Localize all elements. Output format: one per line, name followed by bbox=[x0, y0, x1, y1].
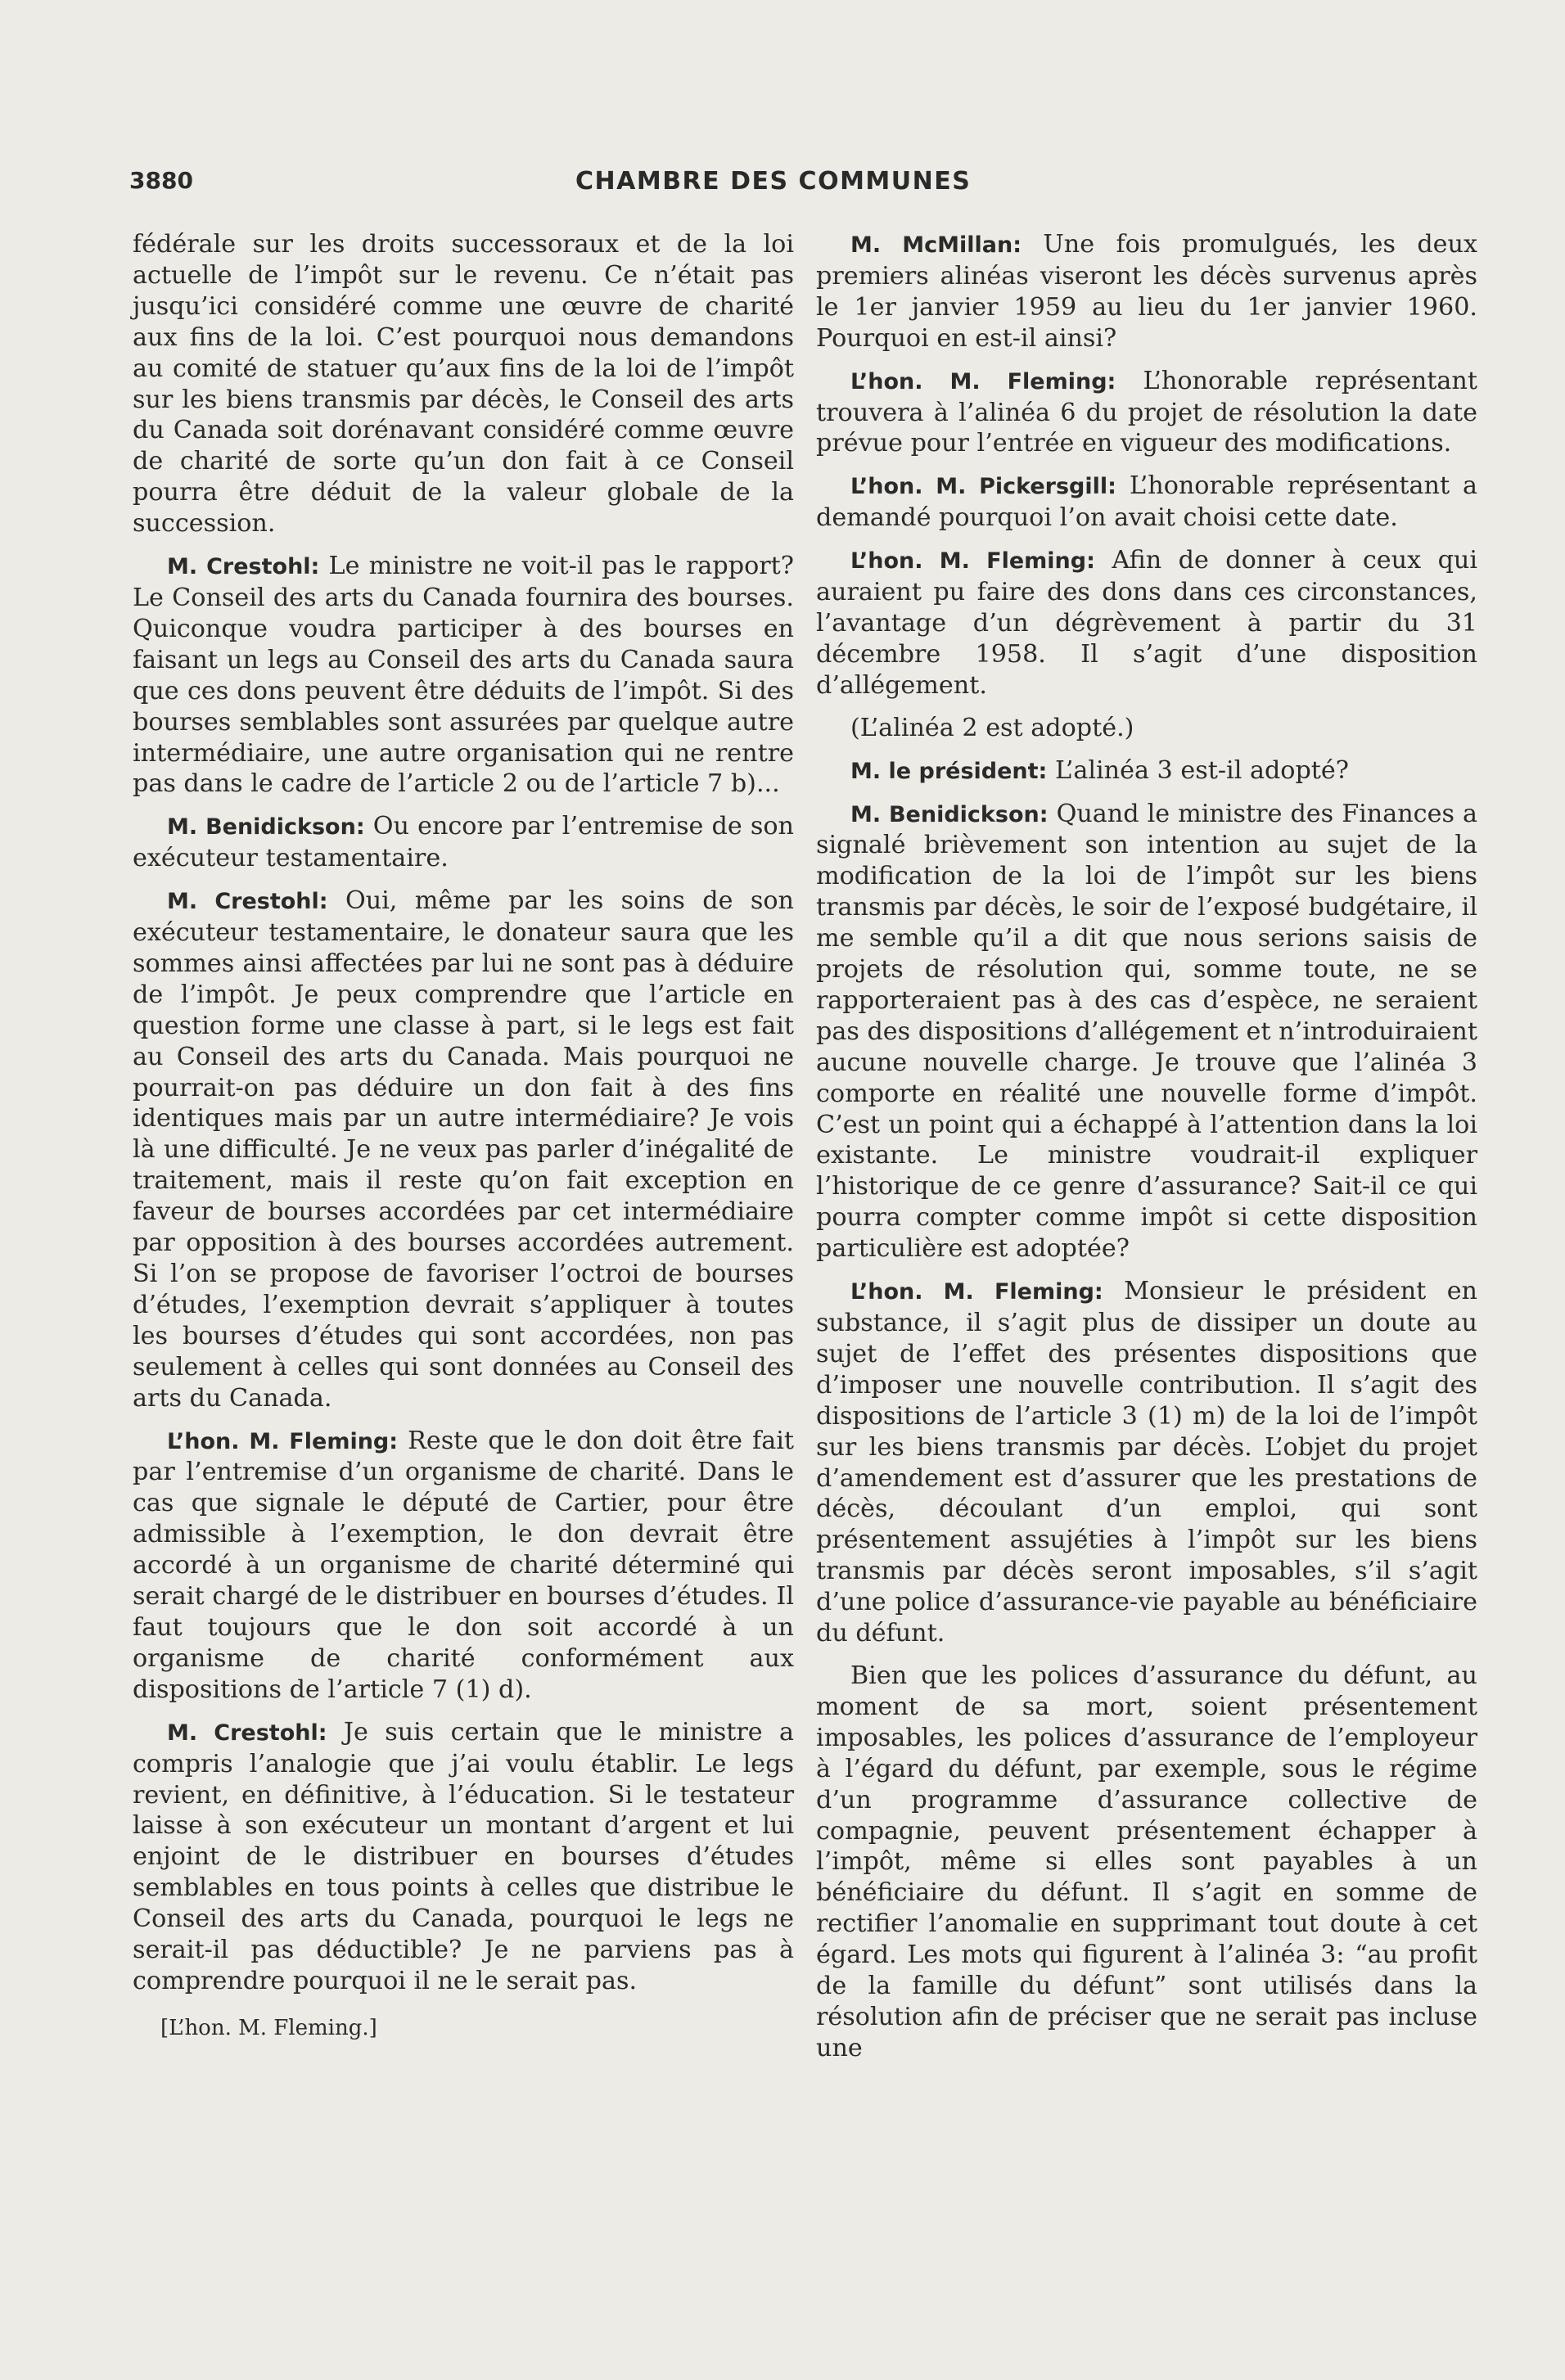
speech-text: Le ministre ne voit-il pas le rapport? Le Conseil des arts du Canada fournira des bourses. Quiconque voudra participer à des bourses en faisant un legs au Conseil des arts du Canada saura que ces dons peuvent être déduits de l’impôt. Si des bourses semblables sont assurées par quelque autre intermédiaire, une autre organisation qui ne rentre pas dans le cadre de l’article 2 ou de l’article 7 b)... bbox=[133, 552, 794, 799]
speaker-name: M. Crestohl: bbox=[167, 554, 320, 580]
speaker-name: L’hon. M. Fleming: bbox=[850, 368, 1116, 394]
paragraph bbox=[816, 229, 1477, 354]
speech-text: L’honorable représentant trouvera à l’alinéa 6 du projet de résolution la date prévue pour l’entrée en vigueur des modifications. bbox=[816, 366, 1477, 458]
paragraph bbox=[133, 1717, 794, 1997]
speaker-name: L’hon. M. Fleming: bbox=[850, 1279, 1103, 1305]
speaker-name: M. le président: bbox=[850, 758, 1048, 784]
speech-text: Ou encore par l’entremise de son exécuteur testamentaire. bbox=[133, 812, 794, 873]
speech-text: Je suis certain que le ministre a compris l’analogie que j’ai voulu établir. Le legs revient, en définitive, à l’éducation. Si le testateur laisse à son exécuteur un montant d’argent et lui enjoint de le distribuer en bourses d’études semblables en tous points à celles que distribue le Conseil des arts du Canada, pourquoi le legs ne serait-il pas déductible? Je ne parviens pas à comprendre pourquoi il ne le serait pas. bbox=[133, 1717, 794, 1995]
speaker-name: L’hon. M. Fleming: bbox=[850, 548, 1095, 575]
paragraph bbox=[133, 551, 794, 800]
speaker-name: M. Crestohl: bbox=[167, 889, 328, 915]
speech-text: Une fois promulgués, les deux premiers alinéas viseront les décès survenus après le 1er janvier 1959 au lieu du 1er janvier 1960. Pourquoi en est-il ainsi? bbox=[816, 230, 1477, 353]
speaker-name: L’hon. M. Fleming: bbox=[167, 1428, 399, 1454]
paragraph bbox=[816, 799, 1477, 1265]
speech-text: Monsieur le président en substance, il s’agit plus de dissiper un doute au sujet de l’effet des présentes dispositions que d’imposer une nouvelle contribution. Il s’agit des dispositions de l’article 3 (1) m) de la loi de l’impôt sur les biens transmis par décès. L’objet du projet d’amendement est d’assurer que les prestations de décès, découlant d’un emploi, qui sont présentement assujéties à l’impôt sur les biens transmis par décès seront imposables, s’il s’agit d’une police d’assurance-vie payable au bénéficiaire du défunt. bbox=[816, 1277, 1477, 1648]
paragraph bbox=[133, 1426, 794, 1706]
paragraph bbox=[816, 366, 1477, 460]
speaker-name: L’hon. M. Pickersgill: bbox=[850, 474, 1116, 500]
paragraph: fédérale sur les droits successoraux et de la loi actuelle de l’impôt sur le revenu. Ce n’était pas jusqu’ici considéré comme une œuvre de charité aux fins de la loi. C’est pourquoi nous demandons au comité de statuer qu’aux fins de la loi de l’impôt sur les biens transmis par décès, le Conseil des arts du Canada soit dorénavant considéré comme œuvre de charité de sorte qu’un don fait à ce Conseil pourra être déduit de la valeur globale de la succession. bbox=[133, 230, 794, 539]
running-title: CHAMBRE DES COMMUNES bbox=[575, 167, 972, 196]
paragraph bbox=[816, 545, 1477, 701]
speech-text: L’honorable représentant a demandé pourquoi l’on avait choisi cette date. bbox=[816, 471, 1477, 533]
speaker-name: M. Benidickson: bbox=[850, 801, 1049, 827]
paragraph bbox=[816, 755, 1477, 787]
speaker-footnote: [L’hon. M. Fleming.] bbox=[160, 2015, 377, 2040]
left-column bbox=[133, 229, 794, 2056]
speaker-name: M. Crestohl: bbox=[167, 1720, 327, 1746]
speaker-name: M. McMillan: bbox=[850, 232, 1022, 258]
paragraph bbox=[133, 811, 794, 874]
speaker-name: M. Benidickson: bbox=[167, 814, 365, 841]
page-number: 3880 bbox=[129, 167, 193, 194]
paragraph bbox=[816, 471, 1477, 534]
speech-text: Afin de donner à ceux qui auraient pu faire des dons dans ces circonstances, l’avantage d’un dégrèvement à partir du 31 décembre 1958. Il s’agit d’une disposition d’allégement. bbox=[816, 546, 1477, 700]
speech-text: Quand le ministre des Finances a signalé brièvement son intention au sujet de la modification de la loi de l’impôt sur les biens transmis par décès, le soir de l’exposé budgétaire, il me semble qu’il a dit que nous serions saisis de projets de résolution qui, somme toute, ne se rapporteraient pas à des cas d’espèce, ne seraient pas des dispositions d’allégement et n’introduiraient aucune nouvelle charge. Je trouve que l’alinéa 3 comporte en réalité une nouvelle forme d’impôt. C’est un point qui a échappé à l’attention dans la loi existante. Le ministre voudrait-il expliquer l’historique de ce genre d’assurance? Sait-il ce qui pourra compter comme impôt si cette disposition particulière est adoptée? bbox=[816, 799, 1477, 1264]
procedural-note: (L’alinéa 2 est adopté.) bbox=[850, 713, 1134, 742]
paragraph bbox=[816, 1276, 1477, 1649]
page-header bbox=[129, 164, 1482, 205]
right-column bbox=[816, 229, 1477, 2076]
paragraph: Bien que les polices d’assurance du défunt, au moment de sa mort, soient présentement imposables, les polices d’assurance de l’employeur à l’égard du défunt, par exemple, sous le régime d’un programme d’assurance collective de compagnie, peuvent présentement échapper à l’impôt, même si elles sont payables à un bénéficiaire du défunt. Il s’agit en somme de rectifier l’anomalie en supprimant tout doute à cet égard. Les mots qui figurent à l’alinéa 3: “au profit de la famille du défunt” sont utilisés dans la résolution afin de préciser que ne serait pas incluse une bbox=[816, 1661, 1477, 2062]
speech-text: Reste que le don doit être fait par l’entremise d’un organisme de charité. Dans le cas que signale le député de Cartier, pour être admissible à l’exemption, le don devrait être accordé à un organisme de charité déterminé qui serait chargé de le distribuer en bourses d’études. Il faut toujours que le don soit accordé à un organisme de charité conformément aux dispositions de l’article 7 (1) d). bbox=[133, 1426, 795, 1704]
paragraph bbox=[133, 886, 794, 1413]
speech-text: Oui, même par les soins de son exécuteur testamentaire, le donateur saura que les sommes ainsi affectées par lui ne sont pas à déduire de l’impôt. Je peux comprendre que l’article en question forme une classe à part, si le legs est fait au Conseil des arts du Canada. Mais pourquoi ne pourrait-on pas déduire un don fait à des fins identiques mais par un autre intermédiaire? Je vois là une difficulté. Je ne veux pas parler d’inégalité de traitement, mais il reste qu’on fait exception en faveur de bourses accordées par cet intermédiaire par opposition à des bourses accordées autrement. Si l’on se propose de favoriser l’octroi de bourses d’études, l’exemption devrait s’appliquer à toutes les bourses d’études qui sont accordées, non pas seulement à celles qui sont données au Conseil des arts du Canada. bbox=[133, 886, 794, 1413]
speech-text: L’alinéa 3 est-il adopté? bbox=[1047, 755, 1349, 785]
